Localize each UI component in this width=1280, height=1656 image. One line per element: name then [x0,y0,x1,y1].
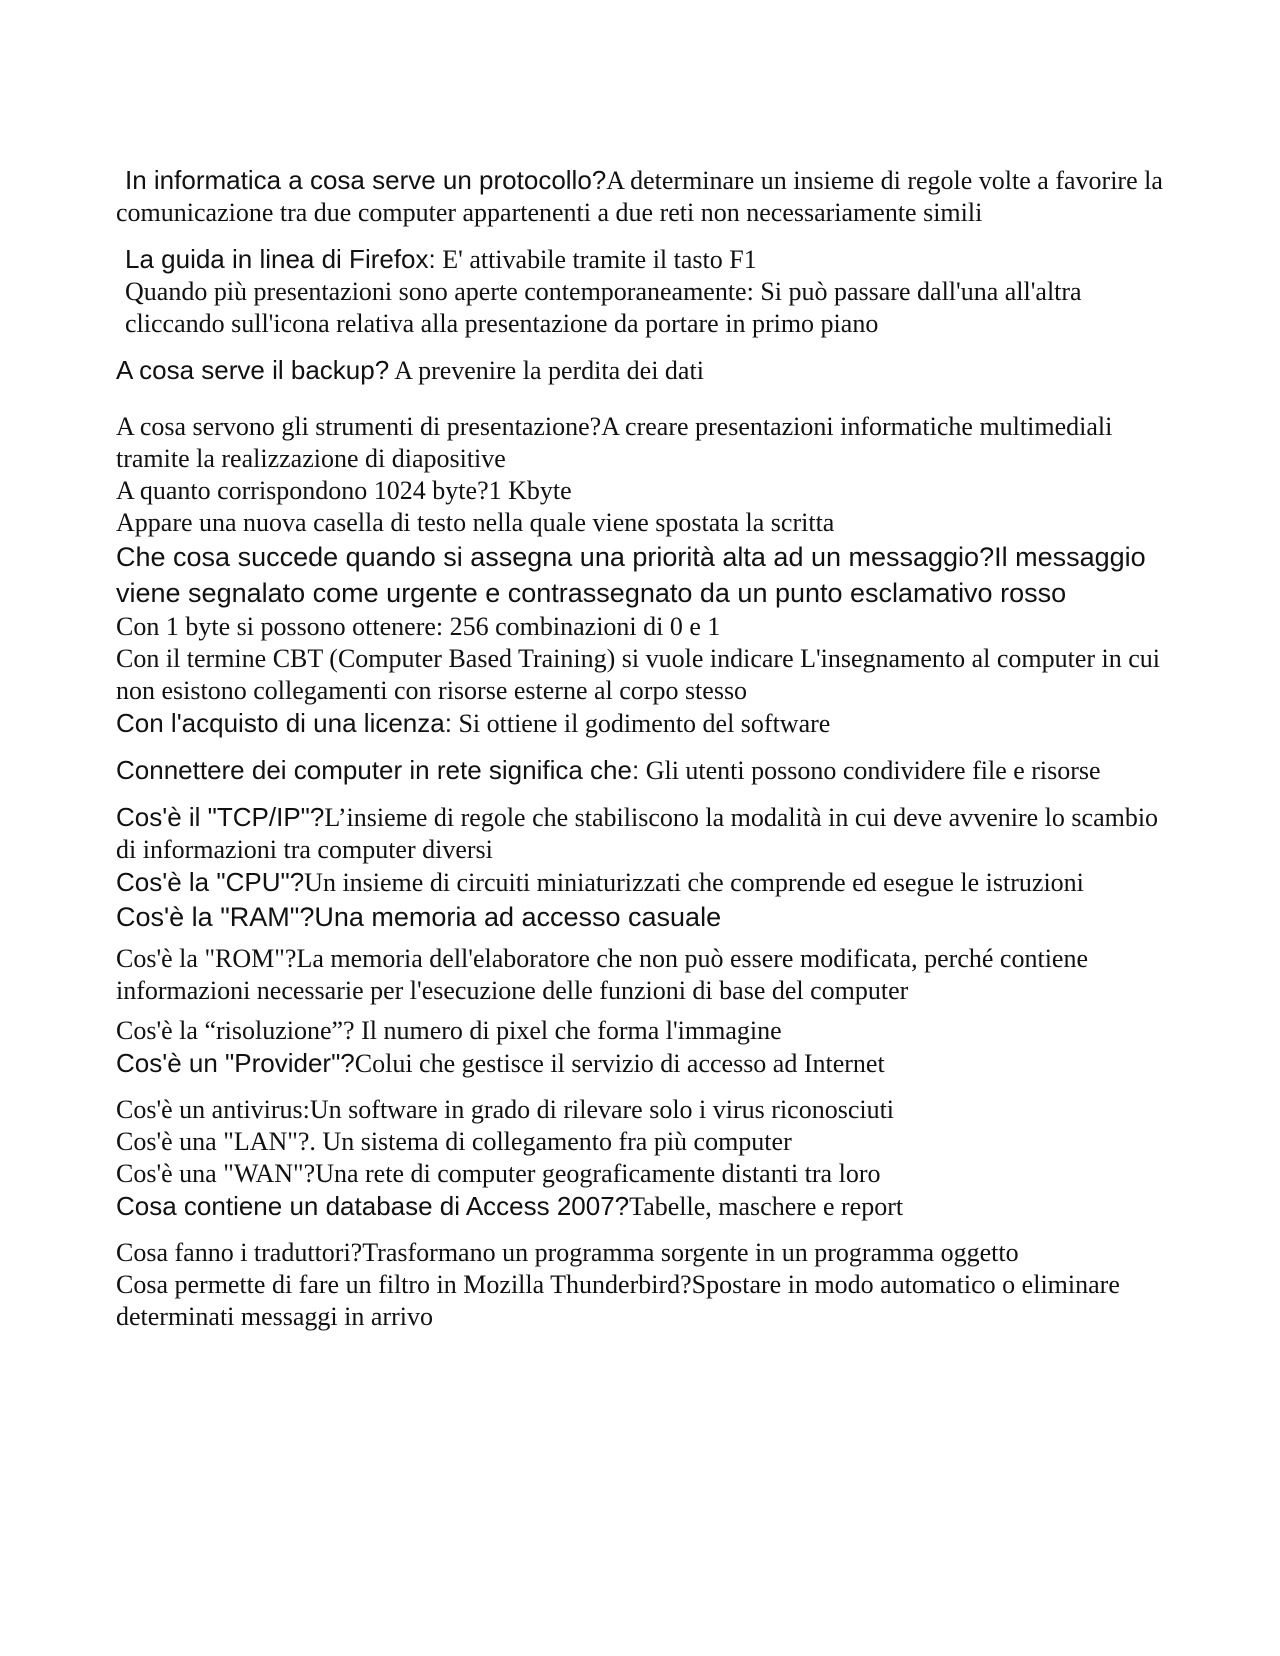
answer-text: Con il termine CBT (Computer Based Training) si vuole indicare L'insegnamento al computer in cui non esistono collegamenti con risorse esterne al corpo stesso [116,644,1161,705]
answer-text: Cos'è la “risoluzione”? Il numero di pixel che forma l'immagine [116,1016,782,1045]
question-text: Cos'è la "RAM"?Una memoria ad accesso casuale [116,902,722,932]
question-text: Cos'è un "Provider"? [116,1048,355,1078]
paragraph-priorita-alta [116,539,1166,611]
answer-text: A prevenire la perdita dei dati [389,356,704,385]
question-text: Che cosa succede quando si assegna una priorità alta ad un messaggio?Il messaggio viene segnalato come urgente e contrassegnato da un punto esclamativo rosso [116,542,1146,608]
answer-text: Cos'è una "WAN"?Una rete di computer geograficamente distanti tra loro [116,1159,881,1188]
paragraph-cbt [116,643,1166,707]
paragraph-strumenti-presentazione [116,411,1166,475]
paragraph-provider [116,1047,1166,1080]
paragraph-cpu [116,866,1166,899]
answer-text: Appare una nuova casella di testo nella quale viene spostata la scritta [116,508,835,537]
answer-text: Gli utenti possono condividere file e risorse [639,756,1101,785]
question-text: La guida in linea di Firefox: [125,244,436,274]
paragraph-access-2007 [116,1190,1166,1223]
paragraph-1024-byte [116,475,1166,507]
paragraph-backup [116,354,1166,387]
answer-text: Colui che gestisce il servizio di accesso ad Internet [354,1049,885,1078]
question-text: Cos'è il "TCP/IP"? [116,802,325,832]
answer-text: A cosa servono gli strumenti di presentazione?A creare presentazioni informatiche multimediali tramite la realizzazione di diapositive [116,412,1113,473]
paragraph-thunderbird-filtro [116,1269,1166,1333]
paragraph-lan [116,1126,1166,1158]
paragraph-risoluzione [116,1015,1166,1047]
answer-text: Cosa fanno i traduttori?Trasformano un programma sorgente in un programma oggetto [116,1238,1019,1267]
answer-text: Cos'è la "ROM"?La memoria dell'elaboratore che non può essere modificata, perché contiene informazioni necessarie per l'esecuzione delle funzioni di base del computer [116,944,1088,1005]
paragraph-rom [116,943,1166,1007]
paragraph-presentazioni-aperte [116,276,1166,340]
paragraph-firefox [116,243,1166,276]
paragraph-rete [116,754,1166,787]
paragraph-licenza [116,707,1166,740]
answer-text: L’insieme di regole che stabiliscono la modalità in cui deve avvenire lo scambio di informazioni tra computer diversi [116,803,1159,864]
paragraph-ram [116,899,1166,935]
paragraph-1-byte [116,611,1166,643]
answer-text: Tabelle, maschere e report [629,1192,904,1221]
paragraph-traduttori [116,1237,1166,1269]
answer-text: Cos'è un antivirus:Un software in grado di rilevare solo i virus riconosciuti [116,1095,895,1124]
question-text: In informatica a cosa serve un protocollo? [125,165,607,195]
question-text: Connettere dei computer in rete significa che: [116,755,640,785]
question-text: Cosa contiene un database di Access 2007? [116,1191,630,1221]
question-text: Cos'è la "CPU"? [116,867,305,897]
answer-text: Quando più presentazioni sono aperte contemporaneamente: Si può passare dall'una all'altra cliccando sull'icona relativa alla presentazione da portare in primo piano [125,277,1082,338]
answer-text: Con 1 byte si possono ottenere: 256 combinazioni di 0 e 1 [116,612,721,641]
paragraph-casella-testo [116,507,1166,539]
paragraph-tcp-ip [116,801,1166,866]
answer-text: A quanto corrispondono 1024 byte?1 Kbyte [116,476,572,505]
answer-text: E' attivabile tramite il tasto F1 [435,245,757,274]
answer-text: A determinare un insieme di regole volte a favorire la comunicazione tra due computer appartenenti a due reti non necessariamente simili [116,166,1163,227]
answer-text: Si ottiene il godimento del software [451,709,831,738]
paragraph-antivirus [116,1094,1166,1126]
answer-text: Cos'è una "LAN"?. Un sistema di collegamento fra più computer [116,1127,792,1156]
paragraph-protocollo [116,164,1166,229]
question-text: A cosa serve il backup? [116,355,390,385]
paragraph-wan [116,1158,1166,1190]
document-page [116,164,1166,1333]
question-text: Con l'acquisto di una licenza: [116,708,452,738]
answer-text: Un insieme di circuiti miniaturizzati che comprende ed esegue le istruzioni [304,868,1084,897]
answer-text: Cosa permette di fare un filtro in Mozilla Thunderbird?Spostare in modo automatico o eliminare determinati messaggi in arrivo [116,1270,1120,1331]
